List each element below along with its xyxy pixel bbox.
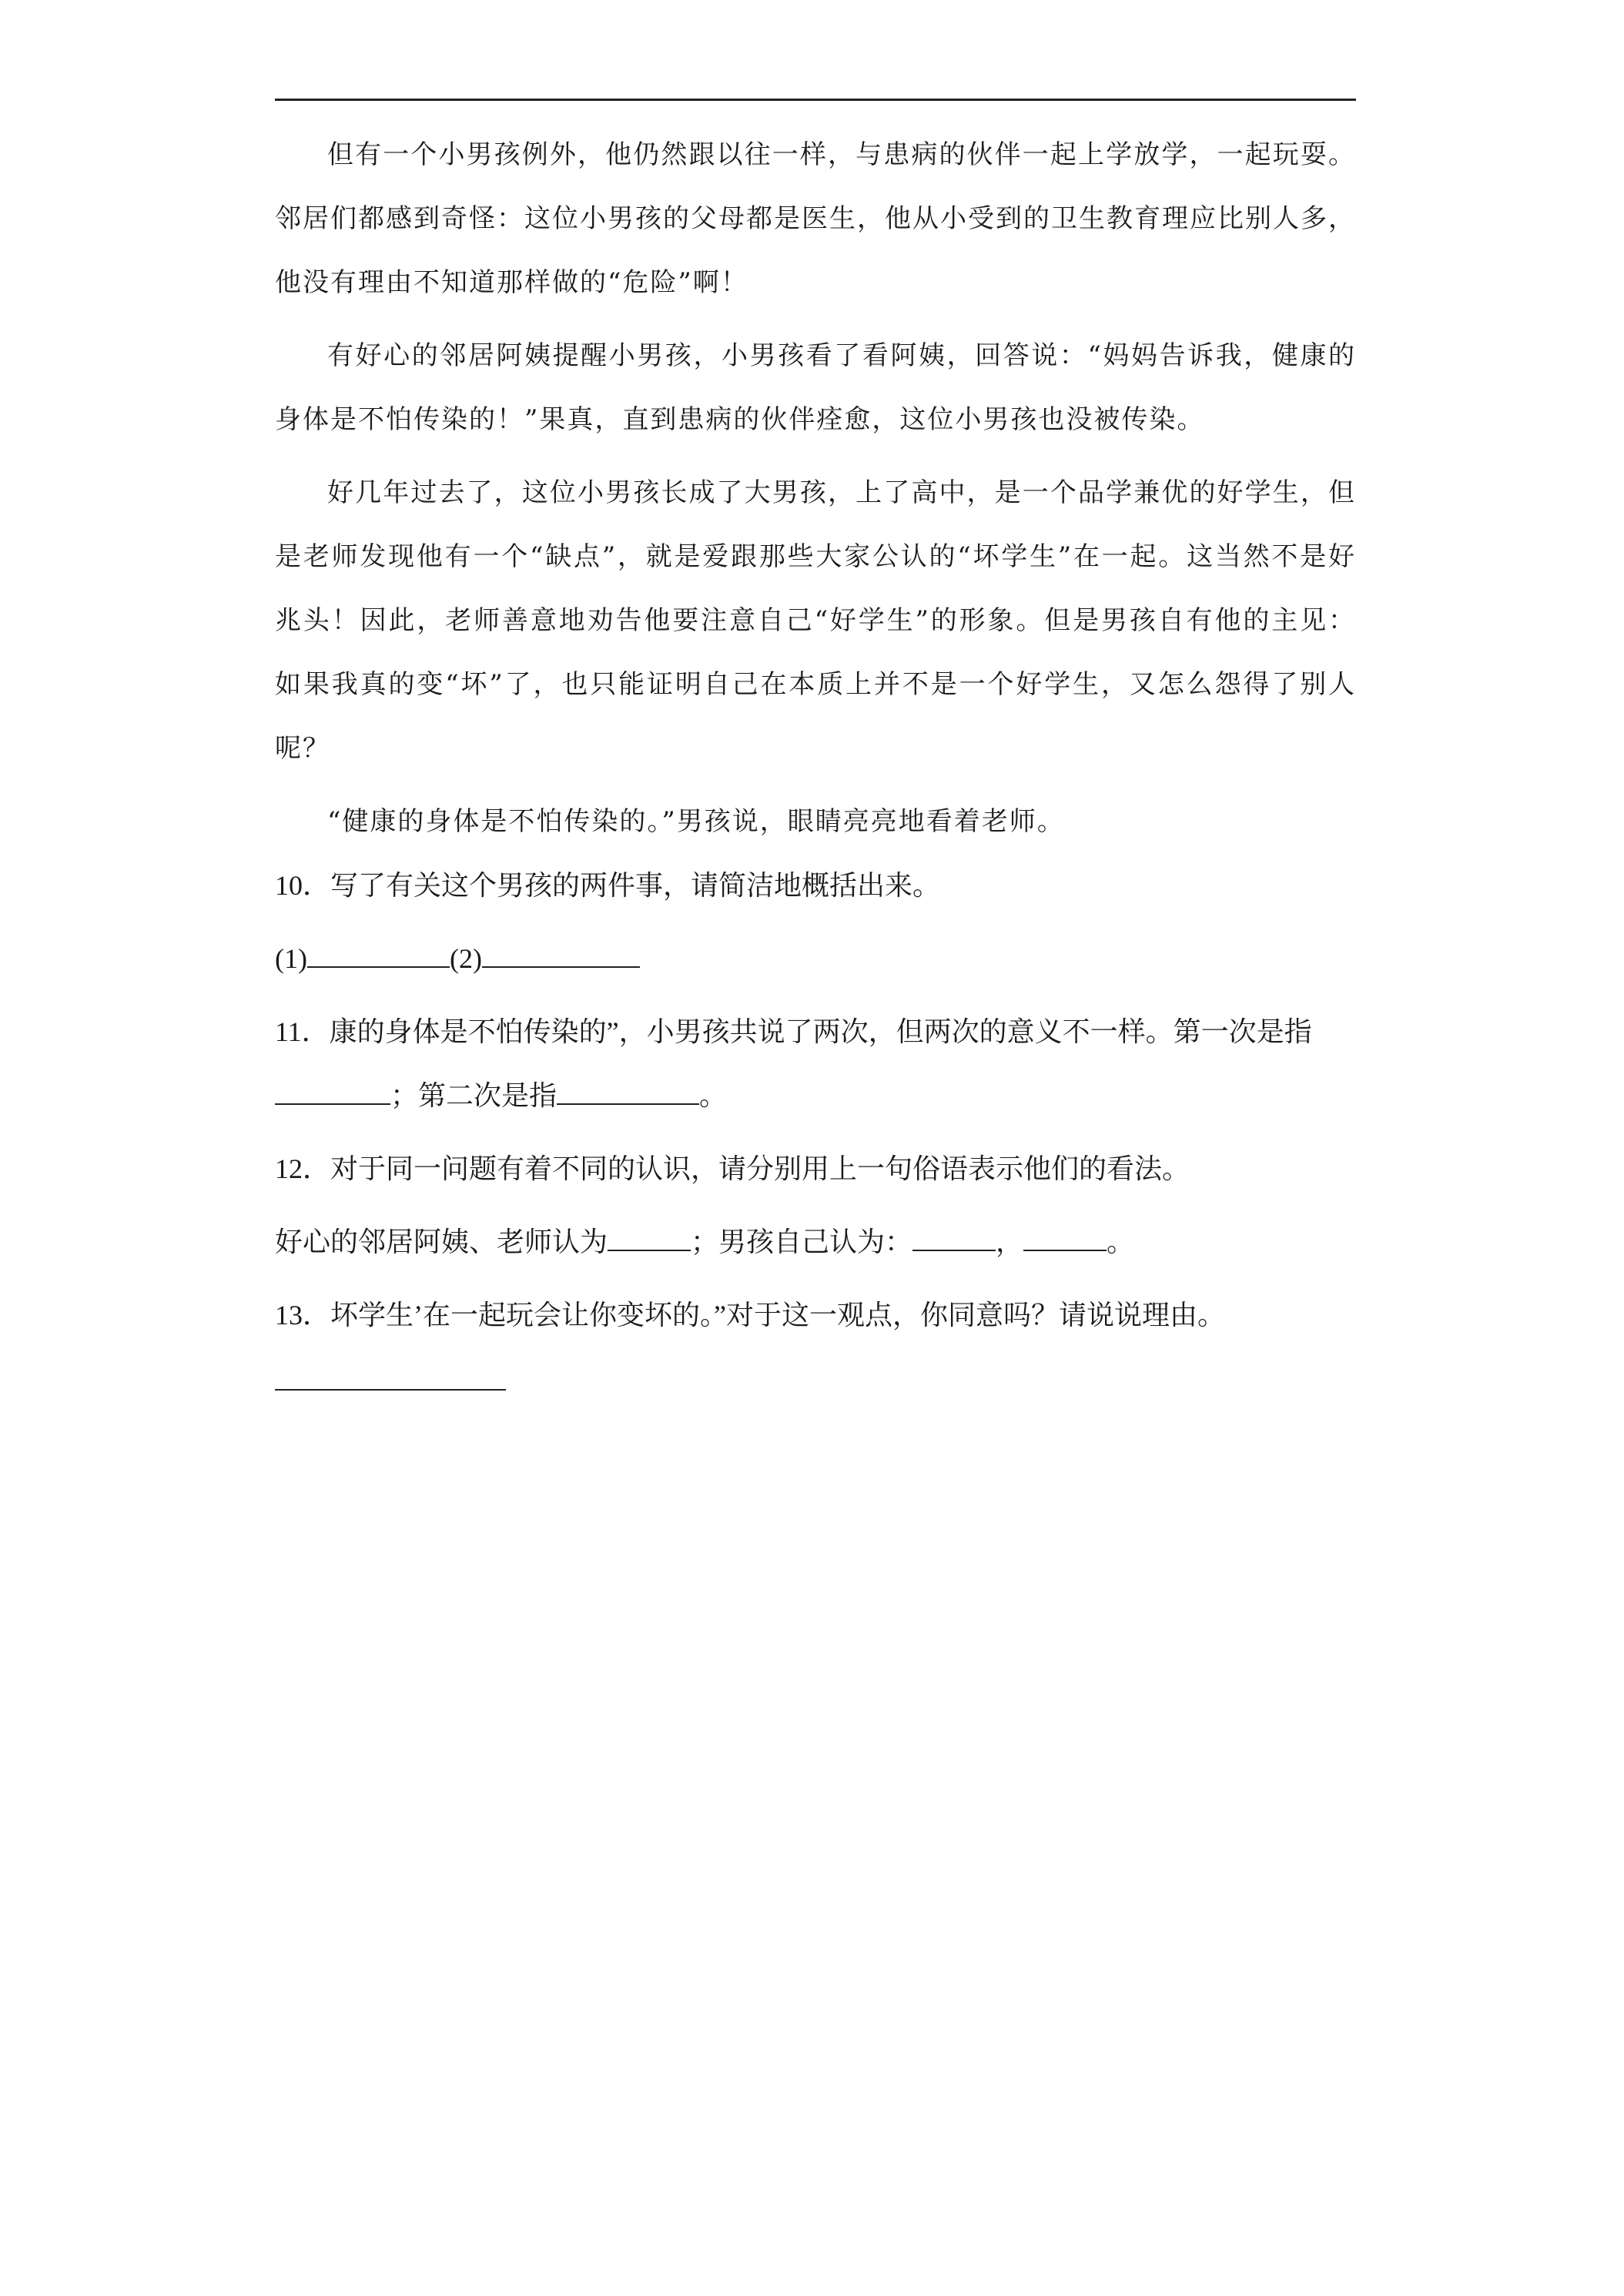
answer-blank-10-1[interactable] xyxy=(307,935,450,968)
answer-blank-12-3[interactable] xyxy=(1023,1219,1107,1251)
passage-paragraph-2: 有好心的邻居阿姨提醒小男孩，小男孩看了看阿姨，回答说：“妈妈告诉我，健康的身体是不怕传染的！”果真，直到患病的伙伴痊愈，这位小男孩也没被传染。 xyxy=(275,340,1356,435)
passage-paragraph-3: 好几年过去了，这位小男孩长成了大男孩，上了高中，是一个品学兼优的好学生，但是老师发现他有一个“缺点”，就是爱跟那些大家公认的“坏学生”在一起。这当然不是好兆头！因此，老师善意地劝告他要注意自己“好学生”的形象。但是男孩自有他的主见：如果我真的变“坏”了，也只能证明自己在本质上并不是一个好学生，又怎么怨得了别人呢？ xyxy=(275,477,1356,764)
question-13 xyxy=(275,1284,1356,1347)
question-12-line-a: 好心的邻居阿姨、老师认为 xyxy=(275,1227,608,1257)
question-12-end: 。 xyxy=(1107,1227,1135,1257)
question-12 xyxy=(275,1137,1356,1201)
question-12-text: 12．对于同一问题有着不同的认识，请分别用上一句俗语表示他们的看法。 xyxy=(275,1153,1190,1184)
answer-blank-13[interactable] xyxy=(275,1358,506,1391)
question-13-text: 13．坏学生’在一起玩会让你变坏的。”对于这一观点，你同意吗？请说说理由。 xyxy=(275,1300,1225,1330)
question-10-sub2-label: (2) xyxy=(449,943,482,974)
question-10 xyxy=(275,854,1356,918)
question-10-text: 10．写了有关这个男孩的两件事，请简洁地概括出来。 xyxy=(275,870,941,901)
answer-blank-11-1[interactable] xyxy=(275,1073,390,1105)
answer-blank-12-2[interactable] xyxy=(912,1219,996,1251)
passage-paragraph-1: 但有一个小男孩例外，他仍然跟以往一样，与患病的伙伴一起上学放学，一起玩耍。邻居们都感到奇怪：这位小男孩的父母都是医生，他从小受到的卫生教育理应比别人多，他没有理由不知道那样做的“危险”啊！ xyxy=(275,139,1356,298)
passage-paragraph-4: “健康的身体是不怕传染的。”男孩说，眼睛亮亮地看着老师。 xyxy=(327,806,1065,837)
question-12-answers xyxy=(275,1210,1356,1274)
answer-blank-12-1[interactable] xyxy=(608,1219,691,1251)
answer-blank-10-2[interactable] xyxy=(482,935,640,968)
question-10-answers xyxy=(275,927,1356,991)
question-11-mid: ；第二次是指 xyxy=(390,1080,558,1111)
question-11-end: 。 xyxy=(699,1080,728,1111)
question-11-text: 11．康的身体是不怕传染的”，小男孩共说了两次，但两次的意义不一样。第一次是指 xyxy=(275,1016,1312,1047)
header-rule xyxy=(275,99,1356,101)
question-11 xyxy=(275,1000,1356,1128)
question-12-line-b: ；男孩自己认为： xyxy=(691,1227,913,1257)
answer-blank-11-2[interactable] xyxy=(557,1073,699,1105)
question-10-sub1-label: (1) xyxy=(275,943,307,974)
document-content xyxy=(275,123,1356,1404)
question-12-sep: ， xyxy=(996,1227,1024,1257)
question-13-answer-line xyxy=(275,1358,1356,1404)
